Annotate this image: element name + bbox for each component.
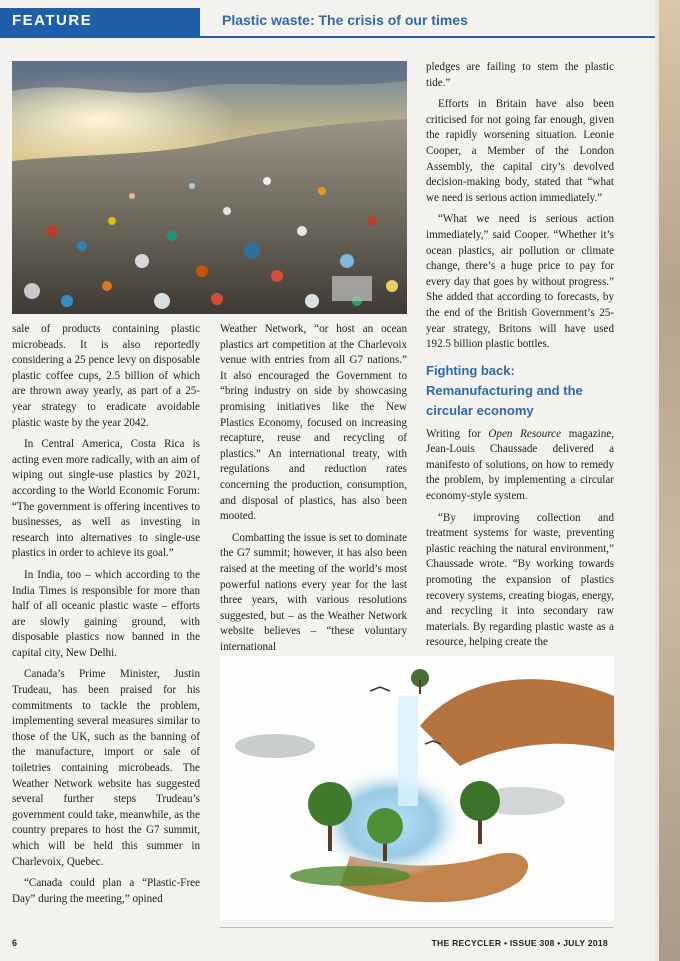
page-number: 6 xyxy=(12,938,18,948)
hands-earth-illustration xyxy=(220,656,614,920)
column-3 xyxy=(426,60,614,657)
header-rule xyxy=(0,36,655,38)
paragraph: “Canada could plan a “Plastic-Free Day” during the meeting,” opined xyxy=(12,877,200,905)
text-run: magazine, Jean-Louis Chaussade delivered a manifesto of solutions, on how to remedy the problem, by implementing a circular economy-style system. xyxy=(426,427,614,503)
column-2 xyxy=(220,322,407,661)
section-label: FEATURE xyxy=(12,12,93,29)
text-run: Writing for xyxy=(426,427,489,440)
paragraph: “What we need is serious action immediately,” said Cooper. “Whether it’s ocean plastics, air pollution or climate change, there’s a huge price to pay for every day that goes by without progress.” She added that according to forecasts, by the end of the British Government’s 25-year strategy, Britons will have used 192.5 billion plastic bottles. xyxy=(426,213,614,351)
paragraph: Combatting the issue is set to dominate the G7 summit; however, it has also been raised at the meeting of the world’s most powerful nations every year for the last three years, with various resolutions suggested, but – as the Weather Network website believes – “these voluntary international xyxy=(220,531,407,653)
paragraph: Weather Network, “or host an ocean plastics art competition at the Charlevoix venue with entries from all G7 nations.” It also encouraged the Government to “bring industry on side by showcasing promising initiatives like the New Plastics Economy, focused on increasing recapture, reuse and recycling of plastics.” An international treaty, with regulations and reduction rates concerning the production, consumption, and disposal of plastics, has also been mooted. xyxy=(220,323,407,523)
paragraph: In India, too – which according to the India Times is responsible for more than half of all oceanic plastic waste – efforts are slowly gaining ground, with disposable plastics now banned in the capital city, New Delhi. xyxy=(12,568,200,659)
paragraph: Efforts in Britain have also been criticised for not going far enough, given the rapidly worsening situation. Leonie Cooper, a Member of the London Assembly, the capital city’s devolved decision-making body, stated that “what we need is serious action immediately.” xyxy=(426,98,614,204)
page-edge xyxy=(655,0,680,961)
footer-rule xyxy=(220,927,614,928)
paragraph: Canada’s Prime Minister, Justin Trudeau, has been praised for his commitments to tackle the problem, implementing several measures similar to those of the UK, such as the banning of the manufacture, import or sale of toiletries containing microbeads. The Weather Network website has suggested several further steps Trudeau’s government could take, meanwhile, as the country prepares to host the G7 summit, which will be held this summer in Charlevoix, Quebec. xyxy=(12,668,200,868)
publication-name: Open Resource xyxy=(488,427,562,440)
section-label-bar xyxy=(0,8,200,36)
paragraph: sale of products containing plastic microbeads. It is also reportedly considering a 25 pence levy on disposable plastic coffee cups, 2.5 billion of which are thrown away yearly, as part of a 25-year strategy to eradicate avoidable plastic waste by the year 2042. xyxy=(12,323,200,429)
section-subheading: Fighting back: Remanufacturing and the circular economy xyxy=(426,362,583,418)
page-title: Plastic waste: The crisis of our times xyxy=(222,12,468,28)
publication-footer: THE RECYCLER • ISSUE 308 • JULY 2018 xyxy=(431,938,608,948)
paragraph: In Central America, Costa Rica is acting even more radically, with an aim of wiping out single-use plastics by 2021, according to the World Economic Forum: “The government is offering incentives to businesses, as well as investing in research into alternatives to single-use plastics in order to achieve its goal.” xyxy=(12,438,200,560)
paragraph xyxy=(426,427,614,505)
landfill-photo xyxy=(12,61,407,314)
column-1 xyxy=(12,322,200,913)
paragraph: pledges are failing to stem the plastic tide.” xyxy=(426,61,614,89)
paragraph: “By improving collection and treatment systems for waste, preventing plastic reaching the natural environment,” Chaussade wrote. “By working towards promoting the expansion of plastics recovery systems, creating biogas, energy, and recycling it into secondary raw materials. By regarding plastic waste as a resource, helping create the xyxy=(426,511,614,649)
